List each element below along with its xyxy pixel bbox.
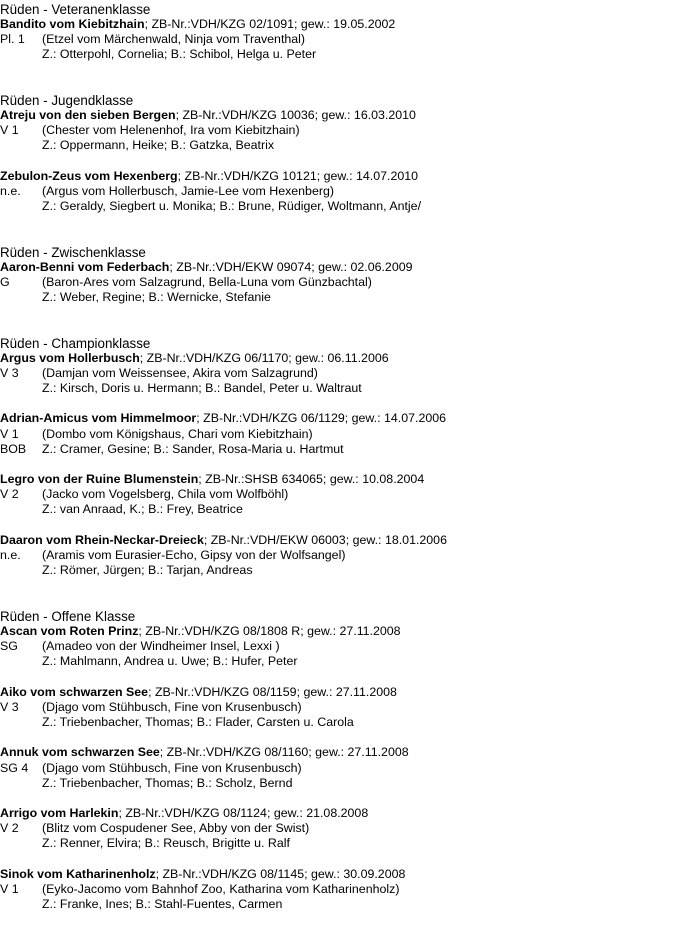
breeder-owner-text: Z.: Geraldy, Siegbert u. Monika; B.: Brune, Rüdiger, Woltmann, Antje/ bbox=[42, 199, 422, 214]
dog-name: Annuk vom schwarzen See bbox=[0, 745, 160, 760]
breeder-owner-text: Z.: Triebenbacher, Thomas; B.: Flader, Carsten u. Carola bbox=[42, 714, 354, 729]
dog-name: Aaron-Benni vom Federbach bbox=[0, 259, 170, 274]
entry-breeder-line bbox=[0, 654, 700, 669]
registration-info: ; ZB-Nr.:VDH/KZG 06/1170; gew.: 06.11.2006 bbox=[139, 350, 389, 365]
dog-entry bbox=[0, 533, 700, 579]
parents-text: (Baron-Ares vom Salzagrund, Bella-Luna vom Günzbachtal) bbox=[42, 274, 372, 289]
entry-parents-line bbox=[0, 427, 700, 442]
section-spacer bbox=[0, 63, 700, 93]
breeder-owner-text: Z.: Otterpohl, Cornelia; B.: Schibol, Helga u. Peter bbox=[42, 47, 317, 62]
parents-text: (Damjan vom Weissensee, Akira vom Salzagrund) bbox=[42, 365, 318, 380]
entry-parents-line bbox=[0, 487, 700, 502]
dog-name: Argus vom Hollerbusch bbox=[0, 350, 140, 365]
document-page bbox=[0, 2, 700, 912]
entry-header-line bbox=[0, 169, 700, 184]
rating-label: V 1 bbox=[0, 882, 19, 896]
entry-breeder-line bbox=[0, 715, 700, 730]
rating-label: SG bbox=[0, 639, 18, 653]
entry-header-line bbox=[0, 472, 700, 487]
registration-info: ; ZB-Nr.:VDH/KZG 06/1129; gew.: 14.07.2006 bbox=[196, 411, 447, 426]
entry-parents-line bbox=[0, 548, 700, 563]
dog-name: Legro von der Ruine Blumenstein bbox=[0, 472, 199, 487]
entry-parents-line bbox=[0, 184, 700, 199]
entry-breeder-line bbox=[0, 199, 700, 214]
entry-spacer bbox=[0, 852, 700, 867]
entry-spacer bbox=[0, 791, 700, 806]
award-label: BOB bbox=[0, 441, 27, 456]
dog-name: Adrian-Amicus vom Himmelmoor bbox=[0, 411, 197, 426]
entry-breeder-line bbox=[0, 290, 700, 305]
section-title: Rüden - Jugendklasse bbox=[0, 92, 134, 108]
entry-header-line bbox=[0, 411, 700, 426]
dog-entry bbox=[0, 806, 700, 852]
entry-breeder-line bbox=[0, 563, 700, 578]
dog-entry bbox=[0, 351, 700, 397]
registration-info: ; ZB-Nr.:VDH/KZG 10121; gew.: 14.07.2010 bbox=[177, 168, 419, 183]
parents-text: (Amadeo von der Windheimer Insel, Lexxi ) bbox=[42, 639, 280, 653]
entry-parents-line bbox=[0, 32, 700, 47]
dog-name: Ascan vom Roten Prinz bbox=[0, 623, 139, 638]
dog-entry bbox=[0, 745, 700, 791]
breeder-owner-text: Z.: Römer, Jürgen; B.: Tarjan, Andreas bbox=[42, 563, 253, 578]
entry-breeder-line bbox=[0, 502, 700, 517]
breeder-owner-text: Z.: van Anraad, K.; B.: Frey, Beatrice bbox=[42, 502, 243, 517]
entry-breeder-line bbox=[0, 776, 700, 791]
breeder-owner-text: Z.: Renner, Elvira; B.: Reusch, Brigitte u. Ralf bbox=[42, 836, 290, 851]
registration-info: ; ZB-Nr.:VDH/KZG 10036; gew.: 16.03.2010 bbox=[175, 107, 416, 122]
entry-spacer bbox=[0, 730, 700, 745]
section-spacer bbox=[0, 214, 700, 244]
dog-name: Daaron vom Rhein-Neckar-Dreieck bbox=[0, 532, 204, 547]
entry-breeder-line bbox=[0, 381, 700, 396]
parents-text: (Aramis vom Eurasier-Echo, Gipsy von der Wolfsangel) bbox=[42, 548, 346, 563]
registration-info: ; ZB-Nr.:VDH/EKW 06003; gew.: 18.01.2006 bbox=[203, 532, 447, 547]
entry-spacer bbox=[0, 669, 700, 684]
parents-text: (Djago vom Stühbusch, Fine von Krusenbusch) bbox=[42, 699, 302, 714]
parents-text: (Blitz vom Cospudener See, Abby von der Swist) bbox=[42, 821, 310, 836]
registration-info: ; ZB-Nr.:VDH/KZG 08/1808 R; gew.: 27.11.2008 bbox=[138, 623, 401, 638]
rating-label: V 3 bbox=[0, 365, 19, 380]
rating-label: V 2 bbox=[0, 821, 19, 836]
entry-parents-line bbox=[0, 882, 700, 897]
entry-parents-line bbox=[0, 821, 700, 836]
rating-label: V 2 bbox=[0, 487, 19, 502]
dog-entry bbox=[0, 685, 700, 731]
dog-entry bbox=[0, 867, 700, 913]
entry-header-line bbox=[0, 533, 700, 548]
entry-header-line bbox=[0, 806, 700, 821]
dog-name: Zebulon-Zeus vom Hexenberg bbox=[0, 168, 178, 183]
dog-entry bbox=[0, 108, 700, 154]
entry-header-line bbox=[0, 108, 700, 123]
registration-info: ; ZB-Nr.:VDH/KZG 08/1145; gew.: 30.09.2008 bbox=[155, 866, 406, 881]
parents-text: (Etzel vom Märchenwald, Ninja vom Traventhal) bbox=[42, 32, 306, 47]
breeder-owner-text: Z.: Triebenbacher, Thomas; B.: Scholz, Bernd bbox=[42, 775, 293, 790]
entry-breeder-line bbox=[0, 897, 700, 912]
section-spacer bbox=[0, 305, 700, 335]
class-section bbox=[0, 245, 700, 306]
entry-header-line bbox=[0, 624, 700, 639]
dog-name: Aiko vom schwarzen See bbox=[0, 684, 149, 699]
entry-breeder-line bbox=[0, 47, 700, 62]
rating-label: V 3 bbox=[0, 699, 19, 714]
entry-breeder-line bbox=[0, 138, 700, 153]
dog-name: Atreju von den sieben Bergen bbox=[0, 107, 176, 122]
dog-entry bbox=[0, 624, 700, 670]
class-section bbox=[0, 336, 700, 579]
rating-label: n.e. bbox=[0, 548, 21, 563]
dog-entry bbox=[0, 169, 700, 215]
registration-info: ; ZB-Nr.:VDH/KZG 08/1160; gew.: 27.11.2008 bbox=[159, 745, 409, 760]
entry-header-line bbox=[0, 351, 700, 366]
rating-label: G bbox=[0, 274, 10, 289]
rating-label: n.e. bbox=[0, 183, 21, 198]
breeder-owner-text: Z.: Weber, Regine; B.: Wernicke, Stefanie bbox=[42, 290, 271, 305]
registration-info: ; ZB-Nr.:VDH/EKW 09074; gew.: 02.06.2009 bbox=[169, 259, 413, 274]
breeder-owner-text: Z.: Franke, Ines; B.: Stahl-Fuentes, Carmen bbox=[42, 897, 283, 912]
section-title: Rüden - Offene Klasse bbox=[0, 608, 136, 624]
entry-header-line bbox=[0, 17, 700, 32]
entry-parents-line bbox=[0, 123, 700, 138]
breeder-owner-text: Z.: Kirsch, Doris u. Hermann; B.: Bandel, Peter u. Waltraut bbox=[42, 380, 362, 395]
rating-label: Pl. 1 bbox=[0, 32, 25, 47]
registration-info: ; ZB-Nr.:SHSB 634065; gew.: 10.08.2004 bbox=[198, 472, 425, 487]
entry-spacer bbox=[0, 396, 700, 411]
entry-spacer bbox=[0, 154, 700, 169]
entry-spacer bbox=[0, 518, 700, 533]
class-section bbox=[0, 2, 700, 63]
section-title: Rüden - Championklasse bbox=[0, 335, 151, 351]
dog-entry bbox=[0, 472, 700, 518]
entry-header-line bbox=[0, 867, 700, 882]
entry-parents-line bbox=[0, 639, 700, 654]
parents-text: (Eyko-Jacomo vom Bahnhof Zoo, Katharina vom Katharinenholz) bbox=[42, 882, 400, 896]
dog-entry bbox=[0, 260, 700, 306]
entry-breeder-line bbox=[0, 836, 700, 851]
parents-text: (Jacko vom Vogelsberg, Chila vom Wolfböhl) bbox=[42, 487, 289, 502]
entry-parents-line bbox=[0, 700, 700, 715]
section-title: Rüden - Veteranenklasse bbox=[0, 2, 151, 17]
class-section bbox=[0, 93, 700, 214]
parents-text: (Djago vom Stühbusch, Fine von Krusenbusch) bbox=[42, 760, 302, 775]
parents-text: (Chester vom Helenenhof, Ira vom Kiebitzhain) bbox=[42, 123, 300, 138]
entry-parents-line bbox=[0, 366, 700, 381]
entry-header-line bbox=[0, 260, 700, 275]
entry-spacer bbox=[0, 457, 700, 472]
breeder-owner-text: Z.: Cramer, Gesine; B.: Sander, Rosa-Maria u. Hartmut bbox=[42, 441, 344, 456]
breeder-owner-text: Z.: Mahlmann, Andrea u. Uwe; B.: Hufer, Peter bbox=[42, 654, 298, 669]
entry-header-line bbox=[0, 745, 700, 760]
entry-parents-line bbox=[0, 761, 700, 776]
section-spacer bbox=[0, 578, 700, 608]
dog-entry bbox=[0, 411, 700, 457]
rating-label: SG 4 bbox=[0, 760, 29, 775]
registration-info: ; ZB-Nr.:VDH/KZG 02/1091; gew.: 19.05.2002 bbox=[144, 17, 396, 31]
entry-header-line bbox=[0, 685, 700, 700]
dog-name: Arrigo vom Harlekin bbox=[0, 806, 119, 821]
dog-name: Bandito vom Kiebitzhain bbox=[0, 17, 145, 31]
section-title: Rüden - Zwischenklasse bbox=[0, 244, 146, 260]
parents-text: (Dombo vom Königshaus, Chari vom Kiebitzhain) bbox=[42, 426, 313, 441]
rating-label: V 1 bbox=[0, 123, 19, 138]
dog-name: Sinok vom Katharinenholz bbox=[0, 866, 156, 881]
entry-breeder-line bbox=[0, 442, 700, 457]
breeder-owner-text: Z.: Oppermann, Heike; B.: Gatzka, Beatrix bbox=[42, 138, 275, 153]
parents-text: (Argus vom Hollerbusch, Jamie-Lee vom Hexenberg) bbox=[42, 183, 334, 198]
rating-label: V 1 bbox=[0, 426, 19, 441]
dog-entry bbox=[0, 17, 700, 63]
registration-info: ; ZB-Nr.:VDH/KZG 08/1124; gew.: 21.08.2008 bbox=[118, 806, 369, 821]
registration-info: ; ZB-Nr.:VDH/KZG 08/1159; gew.: 27.11.2008 bbox=[148, 684, 397, 699]
class-section bbox=[0, 609, 700, 913]
entry-parents-line bbox=[0, 275, 700, 290]
